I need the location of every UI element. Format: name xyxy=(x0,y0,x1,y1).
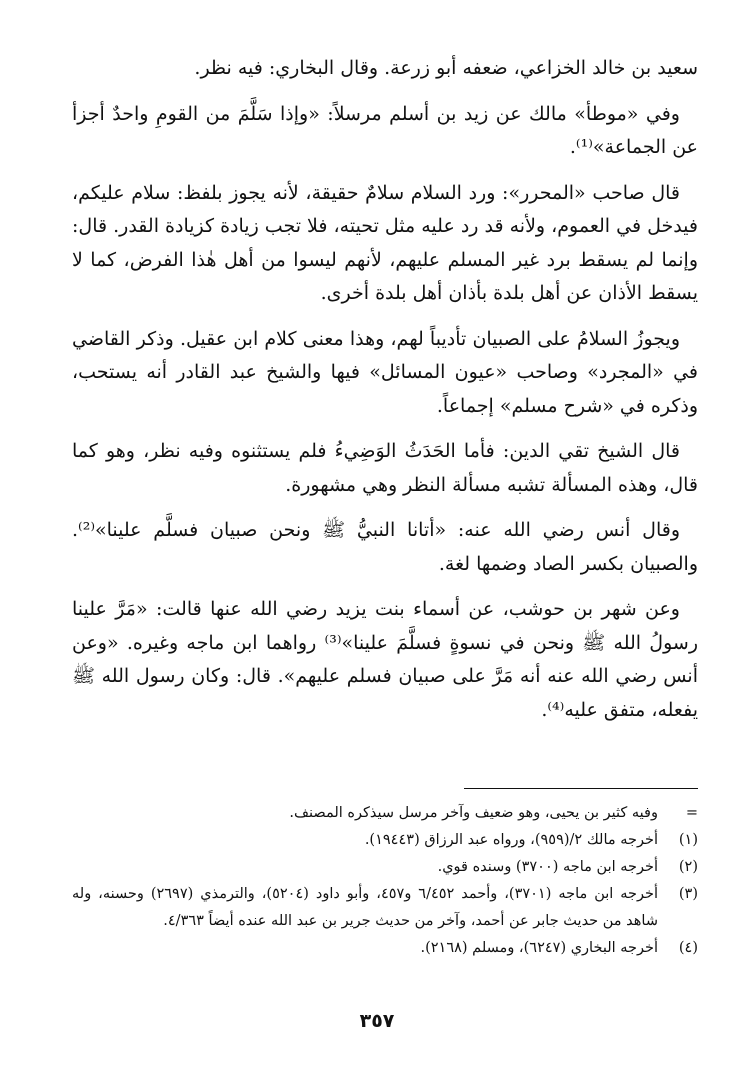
footnote-number: (٤) xyxy=(678,940,698,956)
paragraph: وقال أنس رضي الله عنه: «أتانا النبيُّ ﷺ ونحن صبيان فسلَّم علينا»⁽²⁾. والصبيان بكسر الصاد وضمها لغة. xyxy=(72,519,698,575)
paragraph: سعيد بن خالد الخزاعي، ضعفه أبو زرعة. وقال البخاري: فيه نظر. xyxy=(194,57,698,79)
footnote xyxy=(72,800,698,827)
footnote-text: وفيه كثير بن يحيى، وهو ضعيف وآخر مرسل سيذكره المصنف. xyxy=(289,805,658,821)
footnote-number: (١) xyxy=(678,832,698,848)
footnote-number: = xyxy=(685,805,698,821)
paragraph: وفي «موطأ» مالك عن زيد بن أسلم مرسلاً: «وإذا سَلَّمَ من القومِ واحدٌ أجزأ عن الجماعة»⁽¹⁾. xyxy=(72,102,698,158)
footnote-text: أخرجه البخاري (٦٢٤٧)، ومسلم (٢١٦٨). xyxy=(420,940,658,956)
footnote xyxy=(72,935,698,962)
footnotes xyxy=(72,800,698,962)
main-text xyxy=(72,52,698,739)
footnote xyxy=(72,881,698,935)
footnote xyxy=(72,827,698,854)
paragraph: وعن شهر بن حوشب، عن أسماء بنت يزيد رضي الله عنها قالت: «مَرَّ علينا رسولُ الله ﷺ ونحن في نسوةٍ فسلَّمَ علينا»⁽³⁾ رواهما ابن ماجه وغيره. «وعن أنس رضي الله عنه أنه مَرَّ على صبيان فسلم عليهم». قال: وكان رسول الله ﷺ يفعله، متفق عليه⁽⁴⁾. xyxy=(72,598,699,721)
paragraph: قال الشيخ تقي الدين: فأما الحَدَثُ الوَضِيءُ فلم يستثنوه وفيه نظر، وهو كما قال، وهذه المسألة تشبه مسألة النظر وهي مشهورة. xyxy=(72,440,698,496)
footnote-text: أخرجه ابن ماجه (٣٧٠٠) وسنده قوي. xyxy=(437,859,658,875)
page-number: ٣٥٧ xyxy=(359,1010,395,1032)
paragraph: قال صاحب «المحرر»: ورد السلام سلامٌ حقيقة، لأنه يجوز بلفظ: سلام عليكم، فيدخل في العموم، ولأنه قد رد عليه مثل تحيته، فلا تجب زيادة كزيادة القدر. قال: وإنما لم يسقط برد غير المسلم عليهم، لأنهم ليسوا من أهل هٰذا الفرض، كما لا يسقط الأذان عن أهل بلدة بأذان أهل بلدة أخرى. xyxy=(72,181,698,304)
footnote xyxy=(72,854,698,881)
footnote-separator xyxy=(464,788,698,789)
footnote-text: أخرجه مالك ٢/(٩٥٩)، ورواه عبد الرزاق (١٩٤٤٣). xyxy=(364,832,658,848)
footnote-text: أخرجه ابن ماجه (٣٧٠١)، وأحمد ٦/٤٥٢ و٤٥٧، وأبو داود (٥٢٠٤)، والترمذي (٢٦٩٧) وحسنه، وله شاهد من حديث جابر عن أحمد، وآخر من حديث جرير بن عبد الله عنده أيضاً ٤/٣٦٣. xyxy=(72,886,658,929)
footnote-number: (٣) xyxy=(678,886,698,902)
footnote-number: (٢) xyxy=(678,859,698,875)
paragraph: ويجوزُ السلامُ على الصبيان تأديباً لهم، وهذا معنى كلام ابن عقيل. وذكر القاضي في «المجرد» وصاحب «عيون المسائل» فيها والشيخ عبد القادر أنه يستحب، وذكره في «شرح مسلم» إجماعاً. xyxy=(72,327,698,417)
